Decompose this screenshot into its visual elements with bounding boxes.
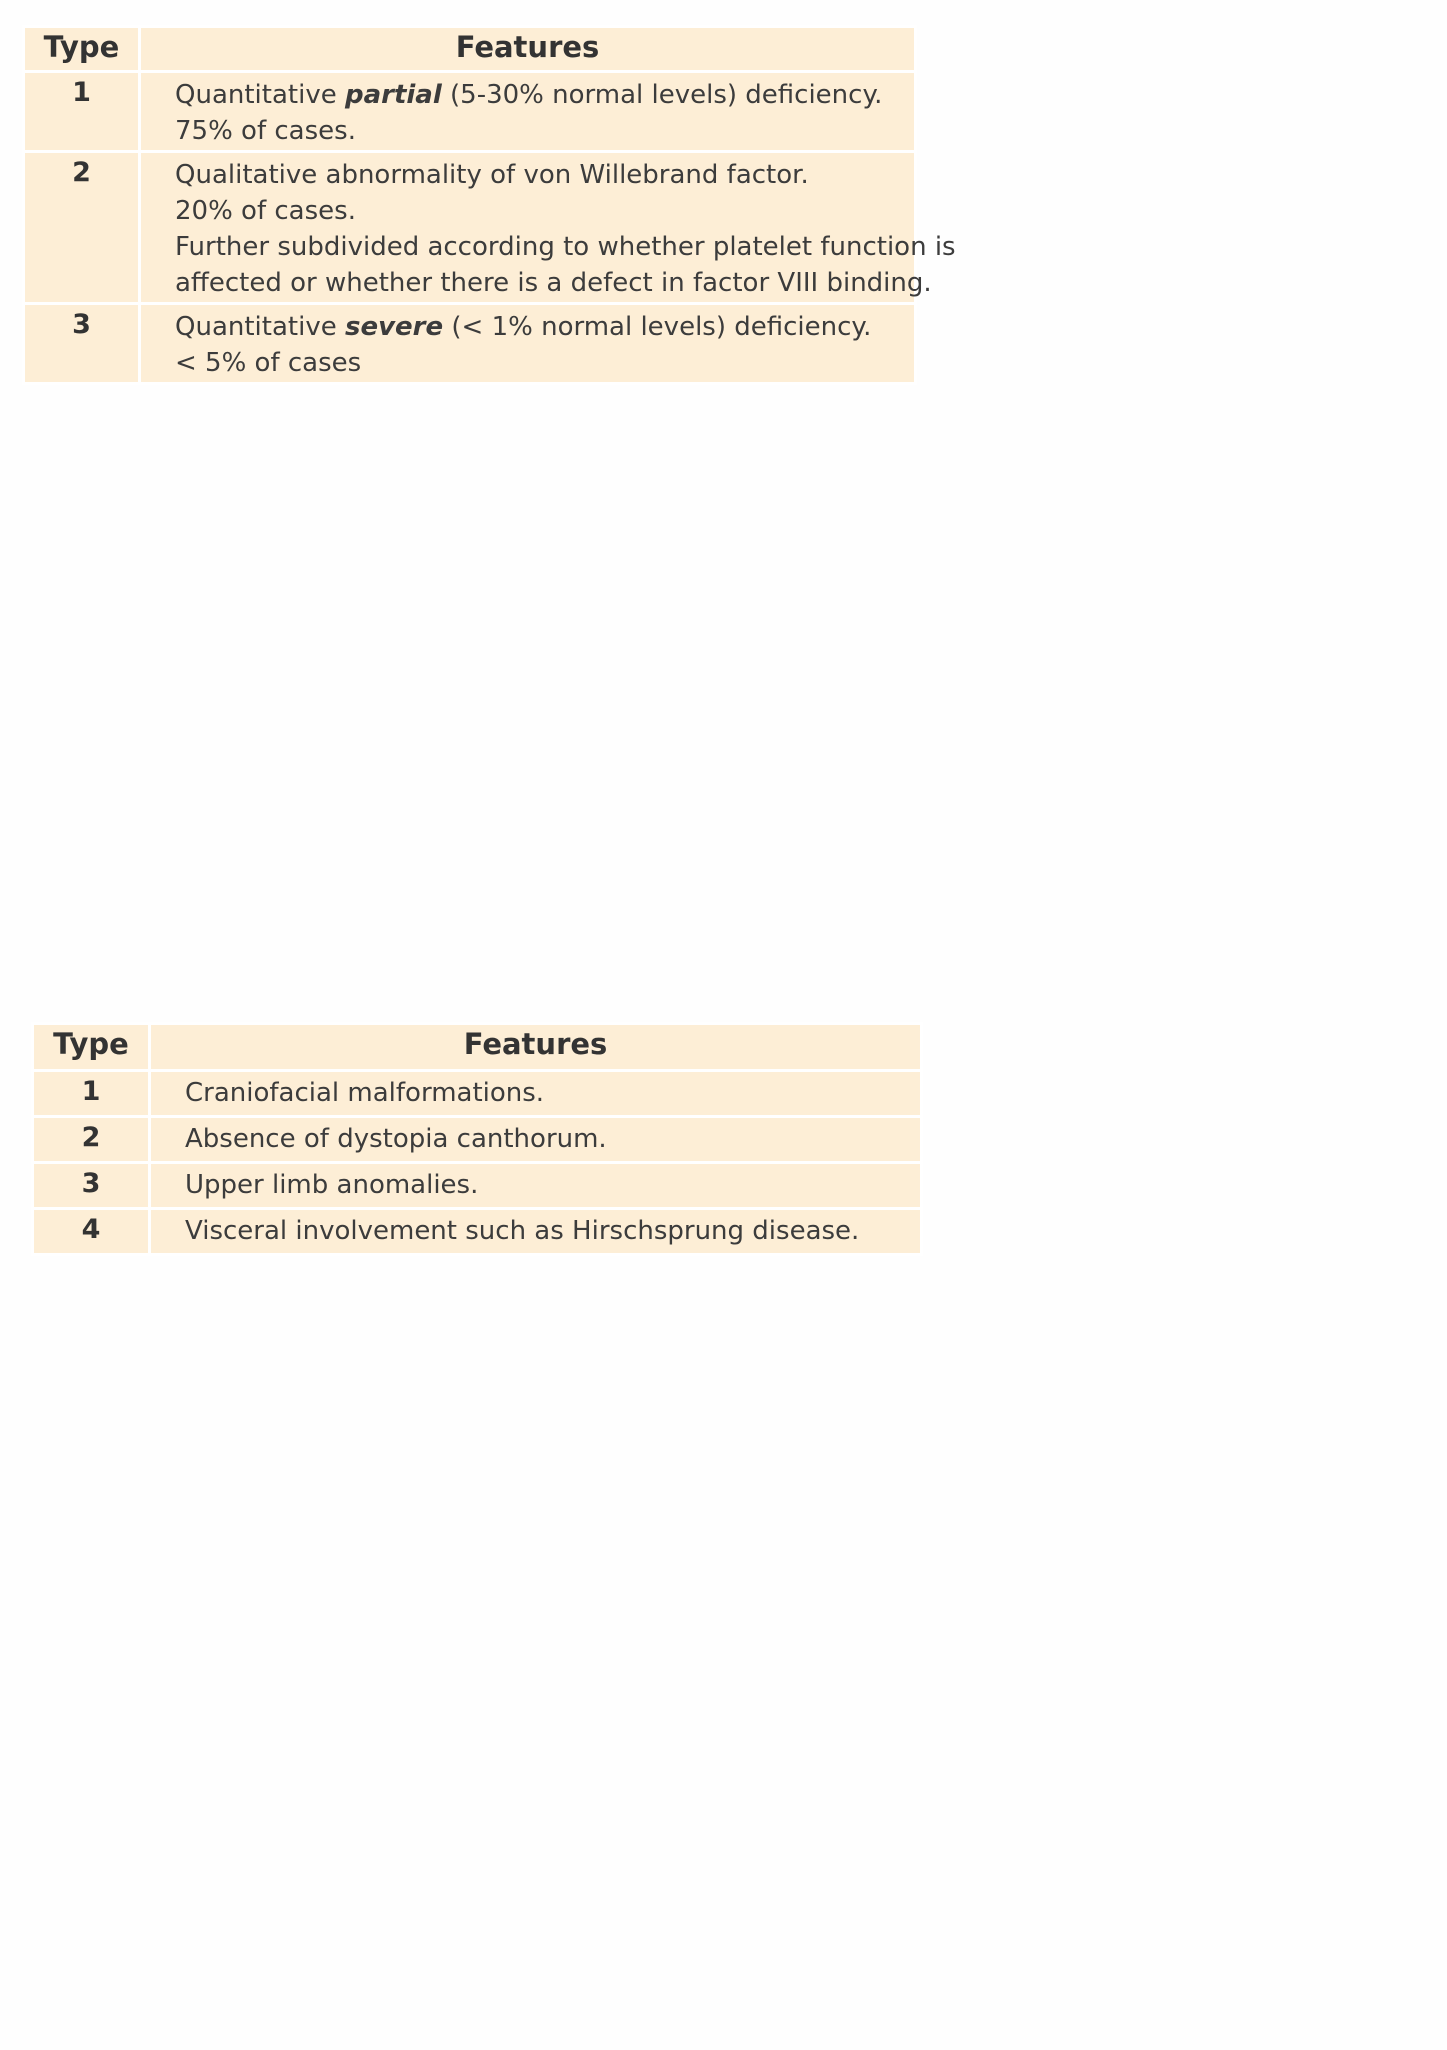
feature-text: Craniofacial malformations. xyxy=(185,1078,545,1108)
feature-line xyxy=(185,1122,892,1156)
feature-text: Further subdivided according to whether platelet function is xyxy=(175,232,956,262)
table-row xyxy=(33,1071,922,1117)
type-cell: 2 xyxy=(33,1117,150,1163)
type-cell: 4 xyxy=(33,1209,150,1255)
feature-text: 20% of cases. xyxy=(175,196,356,226)
type-cell: 3 xyxy=(24,304,140,384)
features-header: Features xyxy=(140,27,916,72)
feature-line xyxy=(175,265,932,301)
feature-text: Visceral involvement such as Hirschsprung disease. xyxy=(185,1216,860,1246)
feature-line xyxy=(175,229,956,265)
feature-text: Qualitative abnormality of von Willebrand factor. xyxy=(175,160,809,190)
waardenburg-types-table xyxy=(31,1022,923,1256)
vwd-types-table xyxy=(22,25,956,385)
feature-line xyxy=(185,1076,892,1110)
type-header: Type xyxy=(24,27,140,72)
feature-line xyxy=(175,77,886,113)
features-cell xyxy=(140,152,956,304)
feature-text: Quantitative xyxy=(175,80,345,110)
feature-line xyxy=(175,113,886,149)
feature-line xyxy=(175,345,886,381)
features-cell xyxy=(140,304,916,384)
feature-text: (5-30% normal levels) deficiency. xyxy=(441,80,883,110)
type-cell: 1 xyxy=(24,72,140,152)
feature-line xyxy=(185,1214,892,1248)
table-row xyxy=(33,1117,922,1163)
table-row xyxy=(24,72,916,152)
feature-text: (< 1% normal levels) deficiency. xyxy=(443,312,872,342)
feature-text: Absence of dystopia canthorum. xyxy=(185,1124,607,1154)
emphasis-text: partial xyxy=(344,80,442,110)
features-cell xyxy=(140,72,916,152)
feature-line xyxy=(175,193,886,229)
feature-line xyxy=(175,309,886,345)
features-cell xyxy=(150,1117,922,1163)
emphasis-text: severe xyxy=(344,312,444,342)
feature-line xyxy=(175,157,886,193)
table-row xyxy=(24,304,916,384)
feature-line xyxy=(185,1168,892,1202)
features-header: Features xyxy=(150,1024,922,1071)
type-cell: 2 xyxy=(24,152,140,304)
type-header: Type xyxy=(33,1024,150,1071)
feature-text: Upper limb anomalies. xyxy=(185,1170,479,1200)
table2-body xyxy=(33,1071,922,1255)
header-row xyxy=(24,27,916,72)
table-row xyxy=(24,152,916,304)
feature-text: 75% of cases. xyxy=(175,116,356,146)
feature-text: Quantitative xyxy=(175,312,345,342)
type-cell: 3 xyxy=(33,1163,150,1209)
features-cell xyxy=(150,1163,922,1209)
header-row xyxy=(33,1024,922,1071)
features-cell xyxy=(150,1209,922,1255)
table-row xyxy=(33,1209,922,1255)
feature-text: affected or whether there is a defect in factor VIII binding. xyxy=(175,268,932,298)
features-cell xyxy=(150,1071,922,1117)
table-row xyxy=(33,1163,922,1209)
feature-text: < 5% of cases xyxy=(175,348,362,378)
type-cell: 1 xyxy=(33,1071,150,1117)
table1-body xyxy=(24,72,956,384)
